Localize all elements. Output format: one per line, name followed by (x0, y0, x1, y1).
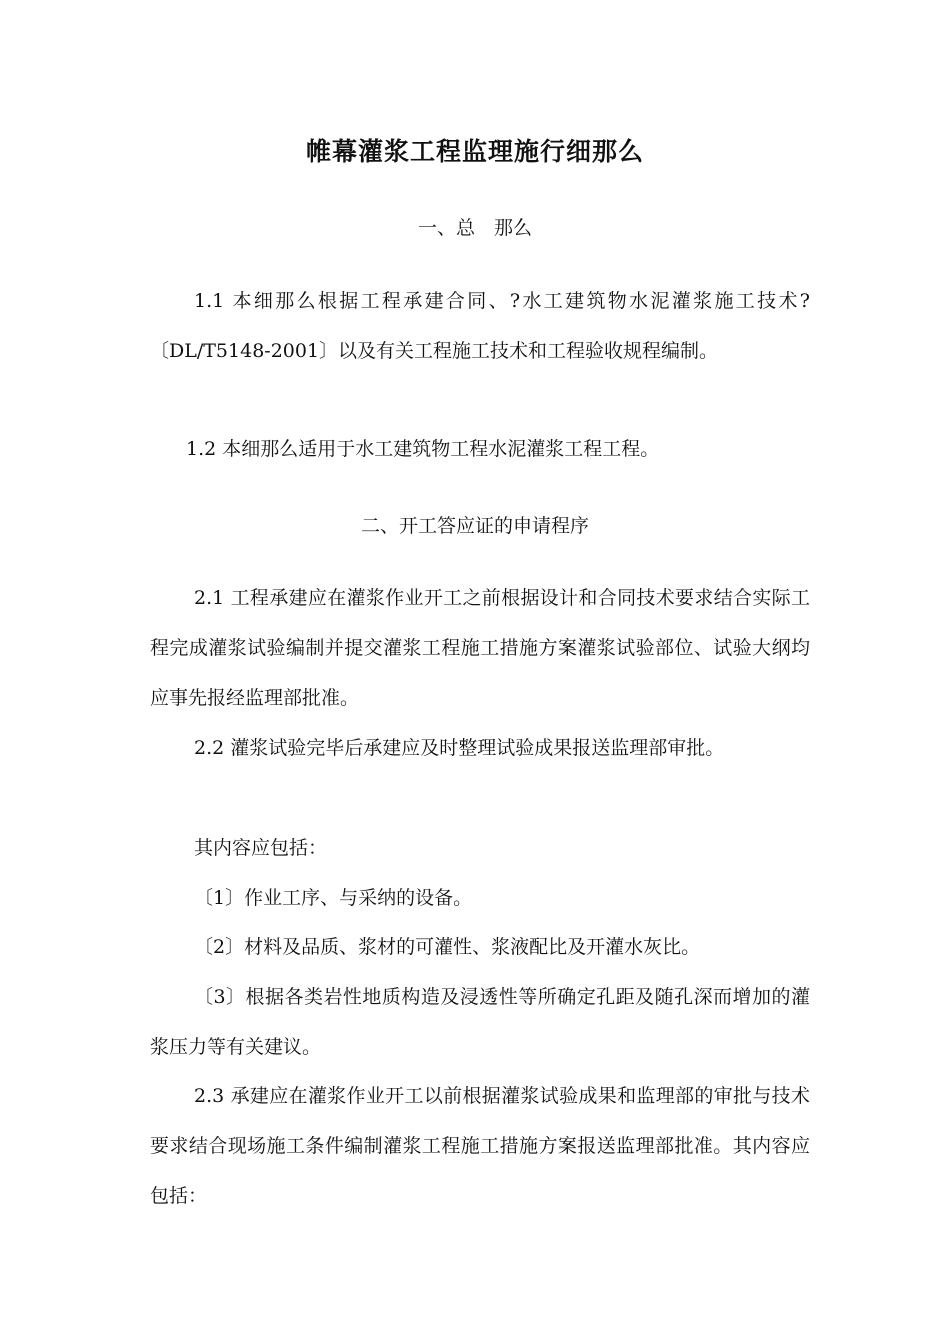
list-item-1: 〔1〕作业工序、与采纳的设备。 (194, 887, 473, 909)
document-title: 帷幕灌浆工程监理施行细那么 (305, 137, 644, 166)
paragraph-2-3: 2.3 承建应在灌浆作业开工以前根据灌浆试验成果和监理部的审批与技术要求结合现场施工条件编制灌浆工程施工措施方案报送监理部批准。其内容应包括： (150, 1085, 810, 1207)
paragraph-1-2: 1.2 本细那么适用于水工建筑物工程水泥灌浆工程工程。 (186, 438, 660, 460)
list-item-3: 〔3〕根据各类岩性地质构造及浸透性等所确定孔距及随孔深而增加的灌浆压力等有关建议。 (150, 986, 810, 1058)
paragraph-1-1: 1.1 本细那么根据工程承建合同、?水工建筑物水泥灌浆施工技术?〔DL/T5148-2001〕以及有关工程施工技术和工程验收规程编制。 (150, 290, 810, 362)
paragraph-2-2: 2.2 灌浆试验完毕后承建应及时整理试验成果报送监理部审批。 (194, 737, 725, 759)
list-item-2: 〔2〕材料及品质、浆材的可灌性、浆液配比及开灌水灰比。 (194, 936, 701, 958)
section-heading-permit: 二、开工答应证的申请程序 (360, 515, 589, 537)
section-heading-general: 一、总 那么 (417, 217, 532, 239)
paragraph-contents-intro: 其内容应包括： (194, 837, 328, 859)
paragraph-2-1: 2.1 工程承建应在灌浆作业开工之前根据设计和合同技术要求结合实际工程完成灌浆试验编制并提交灌浆工程施工措施方案灌浆试验部位、试验大纲均应事先报经监理部批准。 (150, 587, 810, 709)
